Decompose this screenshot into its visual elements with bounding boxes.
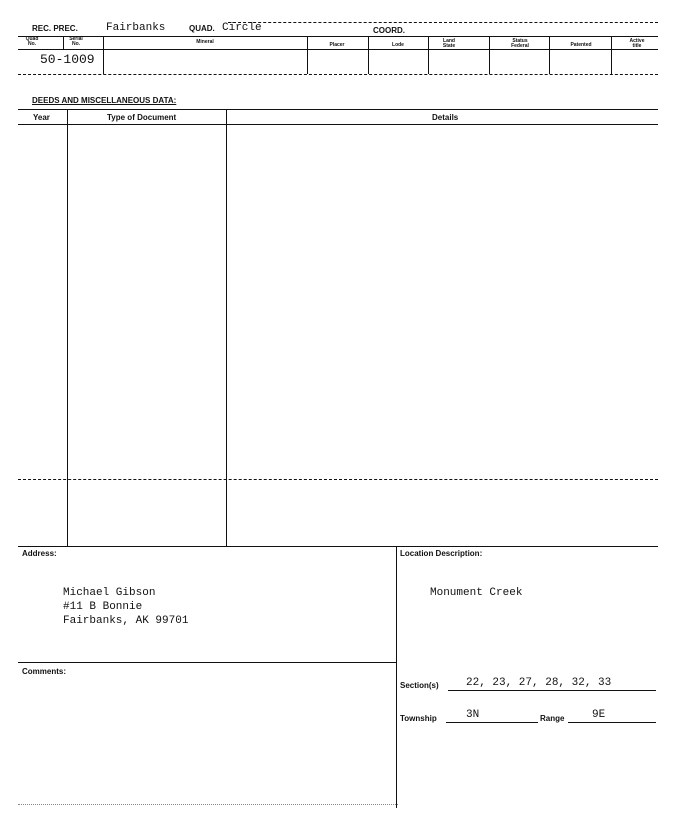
range-value: 9E	[592, 709, 606, 721]
deeds-col-year: Year	[33, 113, 50, 122]
deeds-top-rule	[18, 109, 658, 110]
address-line-2: #11 B Bonnie	[63, 601, 143, 613]
deeds-head-rule	[18, 124, 658, 125]
deeds-col-details: Details	[432, 113, 459, 122]
deeds-dashed-rule	[18, 479, 658, 480]
location-description-label: Location Description:	[400, 549, 483, 558]
col-divider-status	[489, 36, 490, 74]
header-table-top-rule	[18, 36, 658, 37]
col-patented: Patented	[570, 42, 592, 48]
sections-label: Section(s)	[400, 681, 439, 690]
col-divider-lode	[368, 36, 369, 74]
quad-label: QUAD.	[189, 24, 215, 33]
address-line-3: Fairbanks, AK 99701	[63, 615, 189, 627]
bottom-scan-noise	[18, 804, 398, 805]
col-placer: Placer	[329, 42, 345, 48]
rec-prec-label: REC. PREC.	[32, 24, 78, 33]
township-value: 3N	[466, 709, 480, 721]
col-lode: Lode	[392, 42, 404, 48]
deeds-col-divider-1	[67, 109, 68, 546]
township-label: Township	[400, 714, 437, 723]
col-divider-serial	[63, 36, 64, 49]
deeds-section-title: DEEDS AND MISCELLANEOUS DATA:	[32, 96, 177, 105]
deeds-col-divider-2	[226, 109, 227, 546]
header-subhead-rule	[18, 49, 658, 50]
address-comments-rule	[18, 662, 396, 663]
address-line-1: Michael Gibson	[63, 587, 156, 599]
col-divider-active	[611, 36, 612, 74]
coord-label: COORD.	[373, 26, 405, 35]
col-land-status: Land State	[442, 38, 456, 49]
col-serial-no: Serial No.	[69, 36, 83, 47]
lower-center-divider	[396, 546, 397, 808]
col-divider-land	[428, 36, 429, 74]
col-quad-no: Quad No.	[25, 36, 39, 47]
header-table-bottom-rule	[18, 74, 658, 75]
col-divider-placer	[307, 36, 308, 74]
top-dashed-rule	[228, 22, 658, 23]
range-underline	[568, 722, 656, 723]
quad-serial-value: 50-1009	[40, 52, 95, 67]
sections-value: 22, 23, 27, 28, 32, 33	[466, 677, 612, 689]
col-divider-mineral	[103, 36, 104, 74]
deeds-col-type: Type of Document	[107, 113, 177, 122]
quad-value: Circle	[222, 22, 262, 34]
col-active-title: Active title	[629, 38, 645, 49]
comments-label: Comments:	[22, 667, 67, 676]
range-label: Range	[540, 714, 565, 723]
col-mineral: Mineral	[196, 39, 214, 45]
col-divider-patented	[549, 36, 550, 74]
township-underline	[446, 722, 538, 723]
address-label: Address:	[22, 549, 57, 558]
location-description-value: Monument Creek	[430, 587, 523, 599]
rec-prec-value: Fairbanks	[106, 22, 166, 34]
lower-section-top-rule	[18, 546, 658, 547]
col-status-federal: Status Federal	[511, 38, 529, 49]
sections-underline	[448, 690, 656, 691]
